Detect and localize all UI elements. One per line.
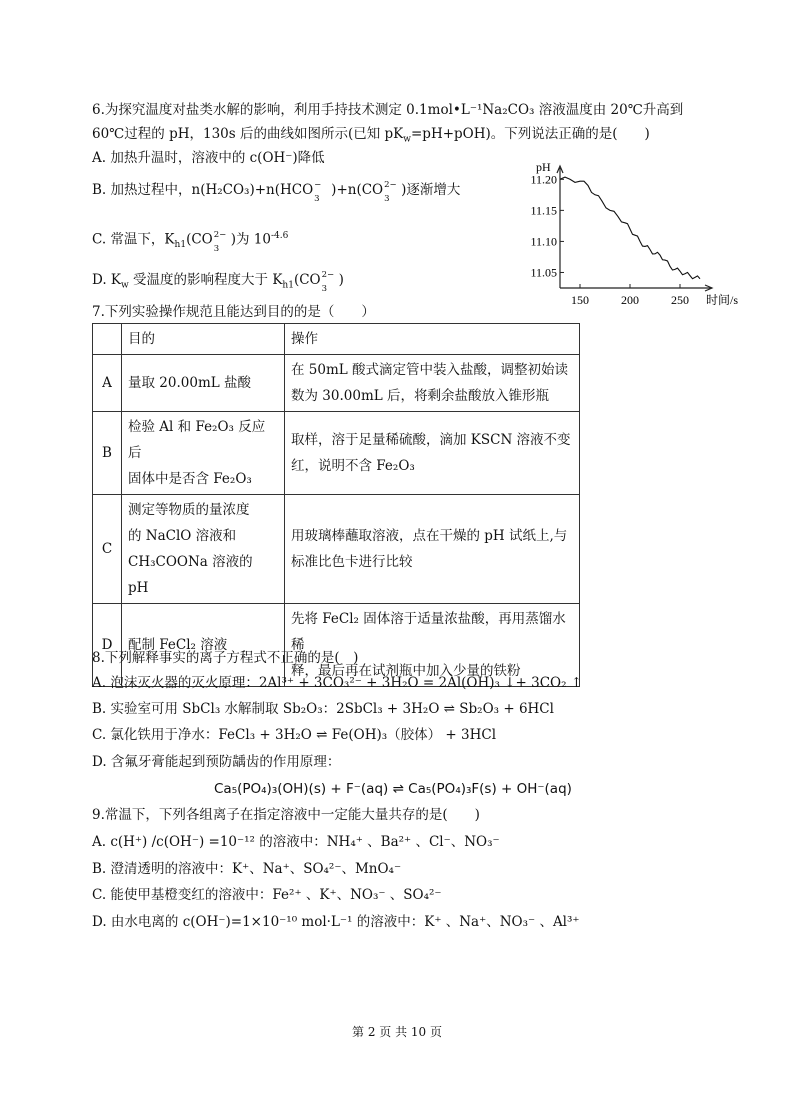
q9-option-a: A. c(H⁺) /c(OH⁻) =10⁻¹² 的溶液中：NH₄⁺ 、Ba²⁺ 、Cl⁻、NO₃⁻: [92, 834, 500, 850]
row-operation: 先将 FeCl₂ 固体溶于适量浓盐酸，再用蒸馏水稀 释，最后再在试剂瓶中加入少量的铁粉: [285, 604, 580, 687]
q6-option-c: C. 常温下，$K_{h1}(CO$ 2− 3 )为 $10^{-4.6}$: [92, 229, 289, 254]
row-label: B: [93, 412, 122, 495]
q6-stem-line1: 6.为探究温度对盐类水解的影响，利用手持技术测定 0.1mol•L⁻¹Na₂CO₃ 溶液温度由 20℃升高到: [92, 102, 684, 118]
q8-stem: 8.下列解释事实的离子方程式不正确的是( ): [92, 650, 359, 666]
q7-stem: 7.下列实验操作规范且能达到目的的是（ ）: [92, 304, 375, 320]
q8-option-a: A. 泡沫灭火器的灭火原理：2Al³⁺ + 3CO₃²⁻ + 3H₂O = 2Al(OH)₃ ↓+ 3CO₂ ↑: [92, 675, 583, 691]
header-operation: 操作: [285, 324, 580, 355]
y-tick-label: 11.10: [530, 234, 557, 249]
table-row: [93, 495, 580, 604]
q8-option-d: D. 含氟牙膏能起到预防龋齿的作用原理：: [92, 754, 341, 770]
chart-ticks: [530, 172, 689, 307]
row-label: D: [93, 604, 122, 687]
table-row: [93, 355, 580, 412]
q8-option-c: C. 氯化铁用于净水：FeCl₃ + 3H₂O ⇌ Fe(OH)₃（胶体） + 3HCl: [92, 727, 497, 743]
row-operation: 取样，溶于足量稀硫酸，滴加 KSCN 溶液不变 红，说明不含 Fe₂O₃: [285, 412, 580, 495]
chart-axes: [536, 160, 738, 307]
header-purpose: 目的: [122, 324, 285, 355]
row-purpose: 量取 20.00mL 盐酸: [122, 355, 285, 412]
q6-option-d: D. $K_w$ 受温度的影响程度大于 $K_{h1}(CO$ 2− 3 ): [92, 270, 344, 294]
x-tick-label: 250: [671, 293, 689, 307]
x-tick-label: 200: [621, 293, 639, 307]
y-tick-label: 11.15: [530, 203, 557, 218]
q6-option-b: B. 加热过程中，n(H₂CO₃)+n(HCO − 3 )+n(CO 2− 3 )逐渐增大: [92, 180, 461, 204]
row-purpose: 配制 FeCl₂ 溶液: [122, 604, 285, 687]
ph-time-chart: [518, 160, 739, 310]
chart-line-group: [560, 177, 700, 279]
q8-option-d-equation: Ca₅(PO₄)₃(OH)(s) + F⁻(aq) ⇌ Ca₅(PO₄)₃F(s) + OH⁻(aq): [214, 781, 572, 797]
y-axis-label: pH: [536, 160, 551, 174]
q6-stem-line2: 60℃过程的 pH，130s 后的曲线如图所示(已知 $pK_w=pH+pOH$)。下列说法正确的是( ): [92, 126, 650, 145]
table-row: [93, 324, 580, 355]
y-tick-label: 11.20: [530, 172, 557, 187]
row-operation: 在 50mL 酸式滴定管中装入盐酸，调整初始读 数为 30.00mL 后，将剩余盐酸放入锥形瓶: [285, 355, 580, 412]
q9-option-c: C. 能使甲基橙变红的溶液中：Fe²⁺ 、K⁺、NO₃⁻ 、SO₄²⁻: [92, 887, 442, 903]
q9-stem: 9.常温下，下列各组离子在指定溶液中一定能大量共存的是( ): [92, 807, 480, 823]
q9-option-b: B. 澄清透明的溶液中：K⁺、Na⁺、SO₄²⁻、MnO₄⁻: [92, 861, 402, 877]
row-purpose: 测定等物质的量浓度 的 NaClO 溶液和 CH₃COONa 溶液的 pH: [122, 495, 285, 604]
row-purpose: 检验 Al 和 Fe₂O₃ 反应后 固体中是否含 Fe₂O₃: [122, 412, 285, 495]
row-label: A: [93, 355, 122, 412]
x-axis-label: 时间/s: [706, 293, 739, 307]
q6-option-a: A. 加热升温时，溶液中的 c(OH⁻)降低: [92, 150, 325, 166]
y-tick-label: 11.05: [530, 265, 557, 280]
q7-table: [92, 323, 580, 687]
row-label: C: [93, 495, 122, 604]
x-tick-label: 150: [571, 293, 589, 307]
row-operation: 用玻璃棒蘸取溶液，点在干燥的 pH 试纸上,与 标准比色卡进行比较: [285, 495, 580, 604]
q9-option-d: D. 由水电离的 c(OH⁻)=1×10⁻¹⁰ mol·L⁻¹ 的溶液中：K⁺ 、Na⁺、NO₃⁻ 、Al³⁺: [92, 914, 580, 930]
table-row: [93, 412, 580, 495]
q8-option-b: B. 实验室可用 SbCl₃ 水解制取 Sb₂O₃：2SbCl₃ + 3H₂O ⇌ Sb₂O₃ + 6HCl: [92, 701, 554, 717]
page-footer: 第 2 页 共 10 页: [352, 1025, 442, 1039]
ph-series-line: [560, 177, 700, 279]
